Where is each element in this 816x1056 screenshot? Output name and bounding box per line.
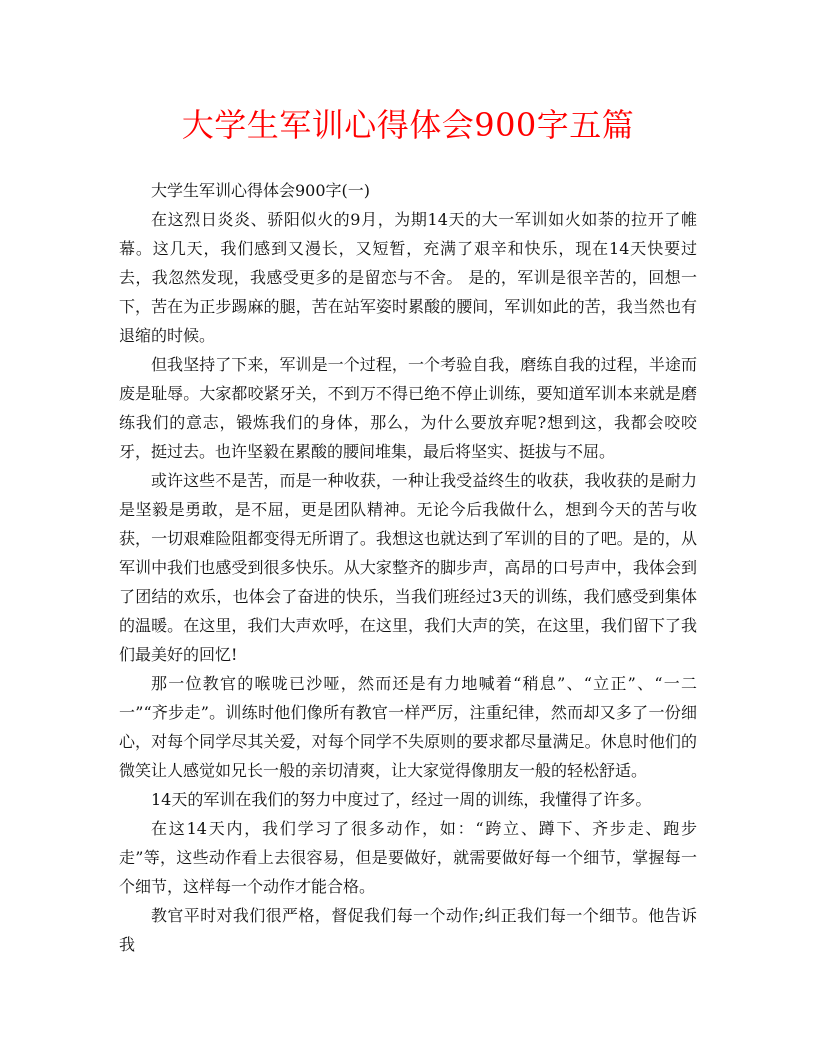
body-paragraph: 但我坚持了下来，军训是一个过程，一个考验自我，磨练自我的过程，半途而废是耻辱。大家都咬紧牙关，不到万不得已绝不停止训练，要知道军训本来就是磨练我们的意志，锻炼我们的身体，那么，为什么要放弃呢?想到这，我都会咬咬牙，挺过去。也许坚毅在累酸的腰间堆集，最后将坚实、挺拔与不屈。 (119, 355, 697, 461)
document-body (119, 176, 697, 959)
body-paragraph: 教官平时对我们很严格，督促我们每一个动作;纠正我们每一个细节。他告诉我 (119, 906, 697, 954)
body-paragraph: 或许这些不是苦，而是一种收获，一种让我受益终生的收获，我收获的是耐力是坚毅是勇敢，是不屈，更是团队精神。无论今后我做什么，想到今天的苦与收获，一切艰难险阻都变得无所谓了。我想这也就达到了军训的目的了吧。是的，从军训中我们也感受到很多快乐。从大家整齐的脚步声，高昂的口号声中，我体会到了团结的欢乐，也体会了奋进的快乐，当我们班经过3天的训练，我们感受到集体的温暖。在这里，我们大声欢呼，在这里，我们大声的笑，在这里，我们留下了我们最美好的回忆! (119, 471, 697, 664)
body-paragraph: 14天的军训在我们的努力中度过了，经过一周的训练，我懂得了许多。 (151, 790, 652, 809)
body-paragraph: 那一位教官的喉咙已沙哑，然而还是有力地喊着“稍息”、“立正”、“一二一”“齐步走”。训练时他们像所有教官一样严厉，注重纪律，然而却又多了一份细心，对每个同学尽其关爱，对每个同学不失原则的要求都尽量满足。休息时他们的微笑让人感觉如兄长一般的亲切清爽，让大家觉得像朋友一般的轻松舒适。 (119, 674, 697, 780)
body-paragraph: 在这14天内，我们学习了很多动作，如：“跨立、蹲下、齐步走、跑步走”等，这些动作看上去很容易，但是要做好，就需要做好每一个细节，掌握每一个细节，这样每一个动作才能合格。 (119, 819, 697, 896)
body-paragraph: 在这烈日炎炎、骄阳似火的9月，为期14天的大一军训如火如荼的拉开了帷幕。这几天，我们感到又漫长，又短暂，充满了艰辛和快乐，现在14天快要过去，我忽然发现，我感受更多的是留恋与不舍。 是的，军训是很辛苦的，回想一下，苦在为正步踢麻的腿，苦在站军姿时累酸的腰间，军训如此的苦，我当然也有退缩的时候。 (119, 210, 697, 345)
document-title: 大学生军训心得体会900字五篇 (181, 106, 635, 144)
section-heading: 大学生军训心得体会900字(一) (151, 181, 371, 200)
